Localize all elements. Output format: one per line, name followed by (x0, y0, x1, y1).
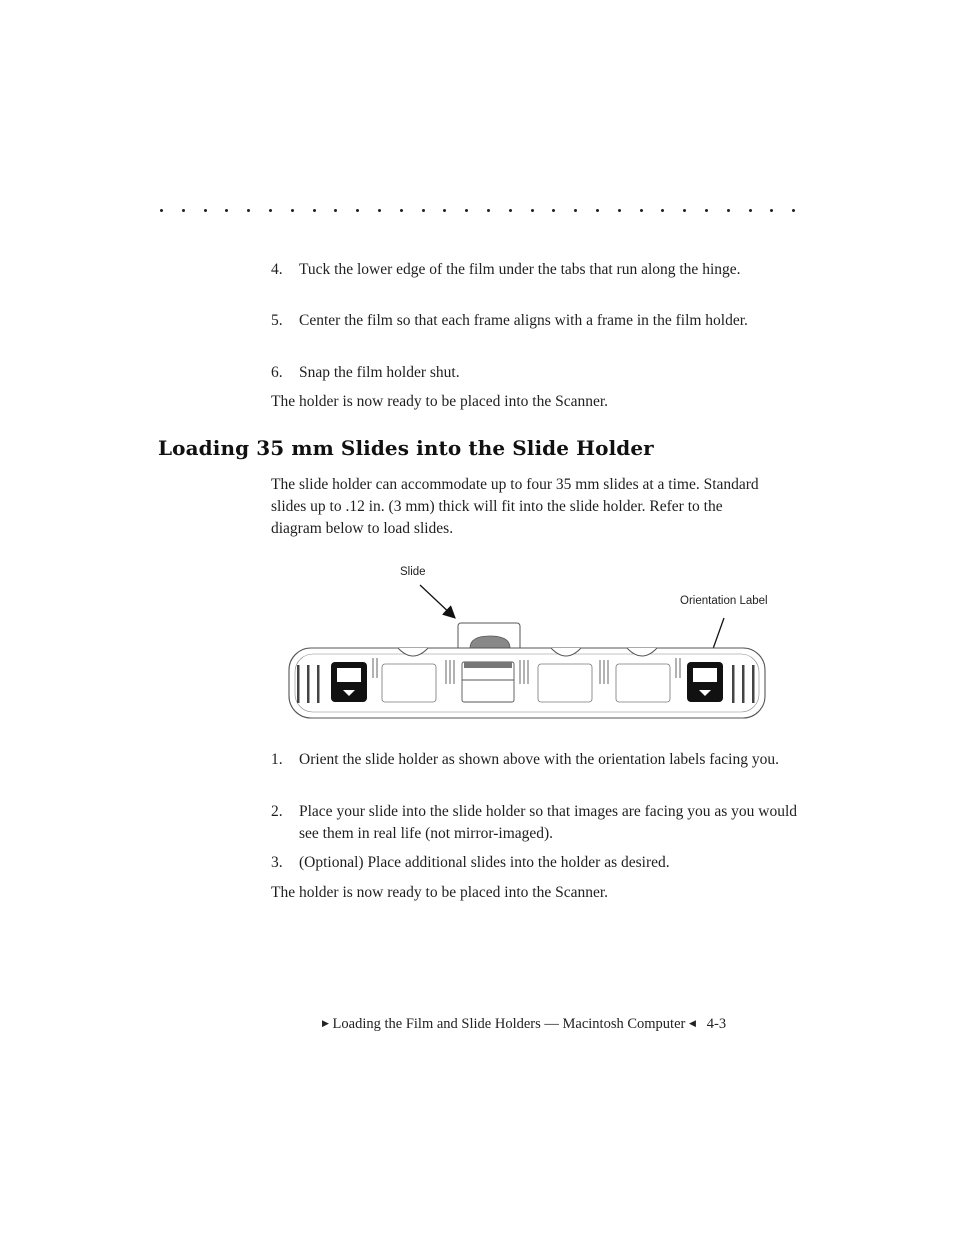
step-5 (271, 310, 801, 332)
step-1 (271, 749, 801, 771)
step-3 (271, 852, 801, 874)
step-text: Tuck the lower edge of the film under the tabs that run along the hinge. (299, 261, 741, 278)
step-number: 1. (271, 751, 283, 768)
slide-arrow (420, 585, 454, 617)
intro-paragraph: The slide holder can accommodate up to four 35 mm slides at a time. Standard slides up to .12 in. (3 mm) thick will fit into the slide holder. Refer to the diagram below to load slides. (271, 476, 759, 537)
step-text: (Optional) Place additional slides into the holder as desired. (299, 854, 670, 871)
ready-paragraph-2: The holder is now ready to be placed into the Scanner. (271, 884, 609, 901)
ready-paragraph-1: The holder is now ready to be placed into the Scanner. (271, 393, 609, 410)
step-number: 5. (271, 312, 283, 329)
page-number: 4-3 (706, 1016, 727, 1032)
step-number: 4. (271, 261, 283, 278)
right-triangle-icon: ▶ (322, 1018, 329, 1028)
section-heading: Loading 35 mm Slides into the Slide Holder (158, 436, 654, 460)
step-2 (271, 801, 801, 845)
slide-window-3 (538, 664, 592, 702)
step-6 (271, 362, 801, 384)
step-text: Place your slide into the slide holder so that images are facing you as you would see them in real life (not mirror-imaged). (299, 803, 798, 842)
slide-holder-diagram (284, 580, 774, 725)
orientation-label-caption: Orientation Label (680, 595, 768, 607)
step-text: Snap the film holder shut. (299, 364, 460, 381)
dotted-rule (160, 203, 796, 219)
step-number: 6. (271, 364, 283, 381)
step-number: 2. (271, 803, 283, 820)
left-triangle-icon: ◀ (688, 1018, 696, 1028)
slide-label: Slide (400, 566, 426, 578)
slide-window-4 (616, 664, 670, 702)
page-footer (322, 1016, 726, 1033)
step-4 (271, 259, 801, 281)
step-text: Orient the slide holder as shown above with the orientation labels facing you. (299, 751, 779, 768)
slide-window-1 (382, 664, 436, 702)
step-text: Center the film so that each frame aligns with a frame in the film holder. (299, 312, 748, 329)
footer-title: Loading the Film and Slide Holders — Macintosh Computer (332, 1016, 686, 1032)
step-number: 3. (271, 854, 283, 871)
